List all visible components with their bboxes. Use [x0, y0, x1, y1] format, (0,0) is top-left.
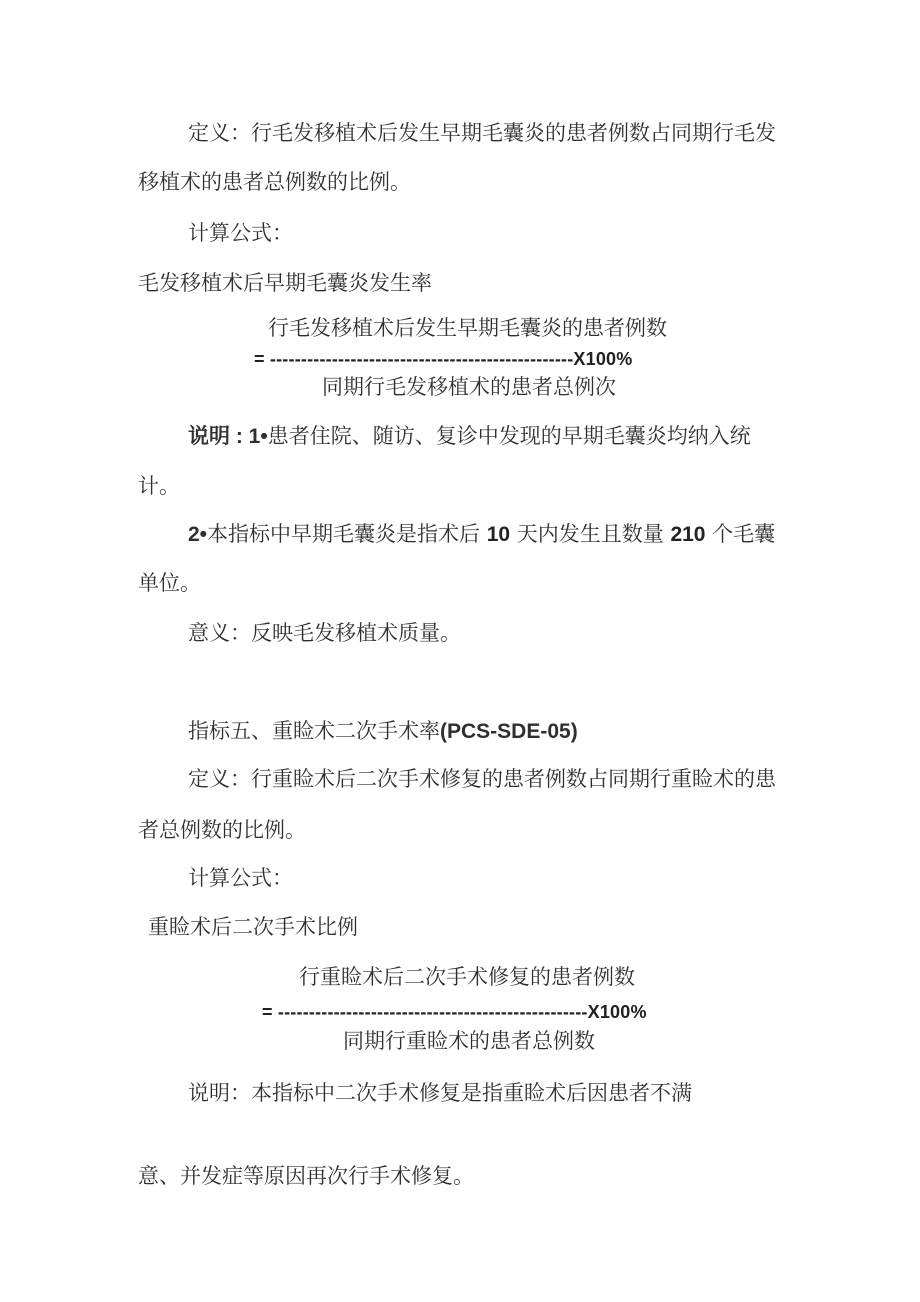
- note-1-text: 患者住院、随访、复诊中发现的早期毛囊炎均纳入统: [267, 424, 751, 448]
- note-2-text-a: 本指标中早期毛囊炎是指术后: [207, 522, 487, 546]
- section-5-formula-denominator: 同期行重睑术的患者总例数: [343, 1029, 595, 1053]
- formula-fraction-bar: = -------------------------------------------------X100%: [254, 349, 633, 369]
- section-5-note-line-1: 说明：本指标中二次手术修复是指重睑术后因患者不满: [188, 1081, 692, 1105]
- note-2-text-b: 天内发生且数量: [510, 522, 671, 546]
- section-5-note-line-2: 意、并发症等原因再次行手术修复。: [138, 1164, 474, 1188]
- definition-line-2: 移植术的患者总例数的比例。: [138, 170, 411, 194]
- formula-numerator: 行毛发移植术后发生早期毛囊炎的患者例数: [268, 316, 667, 340]
- formula-denominator: 同期行毛发移植术的患者总例次: [322, 375, 616, 399]
- section-5-heading-text: 指标五、重睑术二次手术率: [188, 719, 440, 743]
- section-5-formula-name: 重睑术后二次手术比例: [148, 915, 358, 939]
- section-5-heading: [188, 716, 578, 747]
- note-2-number: 2•: [188, 523, 208, 546]
- section-5-formula-fraction-bar: = --------------------------------------------------X100%: [262, 1002, 647, 1022]
- section-5-formula-label: 计算公式：: [188, 866, 293, 890]
- note-2-days: 10: [486, 523, 511, 546]
- formula-name: 毛发移植术后早期毛囊炎发生率: [138, 271, 432, 295]
- note-2: [188, 519, 775, 550]
- note-2-text-c: 个毛囊: [705, 522, 776, 546]
- note-1-prefix: 说明 :: [188, 425, 249, 448]
- note-1-continuation: 计。: [138, 474, 180, 498]
- note-1: [188, 421, 751, 452]
- section-5-definition-line-2: 者总例数的比例。: [138, 818, 306, 842]
- note-2-count: 210: [670, 523, 706, 546]
- formula-label: 计算公式：: [188, 221, 293, 245]
- section-5-heading-code: (PCS-SDE-05): [440, 720, 578, 743]
- meaning: 意义：反映毛发移植术质量。: [188, 621, 461, 645]
- section-5-formula-numerator: 行重睑术后二次手术修复的患者例数: [299, 965, 635, 989]
- section-5-definition-line-1: 定义：行重睑术后二次手术修复的患者例数占同期行重睑术的患: [188, 767, 776, 791]
- definition-line-1: 定义：行毛发移植术后发生早期毛囊炎的患者例数占同期行毛发: [188, 121, 776, 145]
- note-1-number: 1•: [248, 425, 268, 448]
- note-2-continuation: 单位。: [138, 571, 201, 595]
